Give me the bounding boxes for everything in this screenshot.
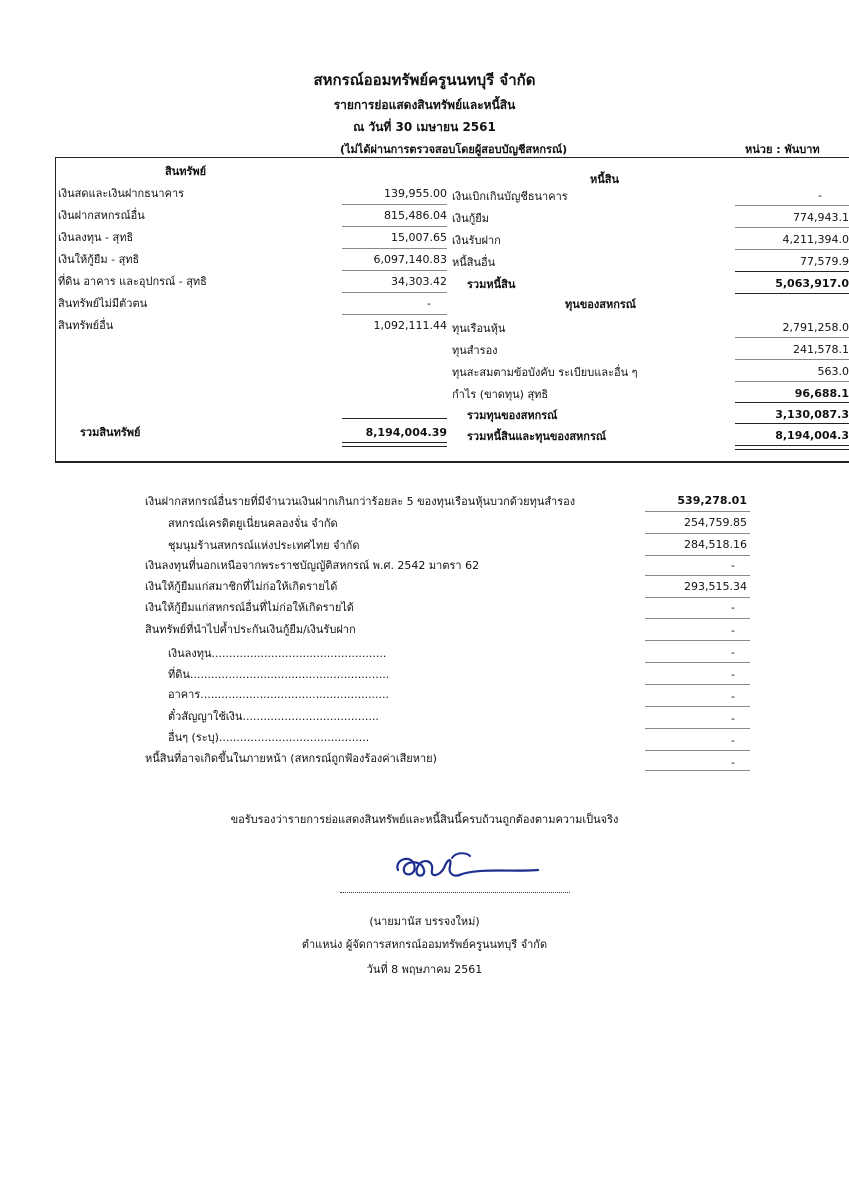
note-value: - [731, 624, 735, 637]
assets-heading: สินทรัพย์ [165, 165, 207, 178]
signer-position: ตำแหน่ง ผู้จัดการสหกรณ์ออมทรัพย์ครูนนทบุรี จำกัด [301, 938, 548, 951]
note-label: เงินลงทุน.................................................. [168, 647, 387, 660]
assets-total-label: รวมสินทรัพย์ [80, 426, 141, 439]
note-label: หนี้สินที่อาจเกิดขึ้นในภายหน้า (สหกรณ์ถูกฟ้องร้องค่าเสียหาย) [145, 752, 437, 765]
equity-value: 2,791,258.0 [782, 321, 849, 334]
equity-heading: ทุนของสหกรณ์ [565, 298, 637, 311]
note-value: - [731, 601, 735, 614]
note-label: ที่ดิน......................................................... [168, 668, 390, 681]
equity-total-value: 3,130,087.3 [775, 408, 849, 421]
note-value: - [731, 756, 735, 769]
signature-icon [392, 848, 542, 888]
asset-value: 1,092,111.44 [373, 319, 447, 332]
asset-value: 815,486.04 [384, 209, 447, 222]
asset-label: เงินลงทุน - สุทธิ [58, 231, 134, 244]
asset-label: เงินฝากสหกรณ์อื่น [58, 209, 145, 222]
report-title: รายการย่อแสดงสินทรัพย์และหนี้สิน [333, 98, 516, 112]
assets-total-value: 8,194,004.39 [365, 426, 447, 439]
note-value: - [731, 734, 735, 747]
liabilities-total-value: 5,063,917.0 [775, 277, 849, 290]
equity-label: ทุนสะสมตามข้อบังคับ ระเบียบและอื่น ๆ [452, 366, 638, 379]
asset-value: 139,955.00 [384, 187, 447, 200]
note-value: 284,518.16 [684, 538, 747, 551]
asset-value: 6,097,140.83 [373, 253, 447, 266]
asset-label: สินทรัพย์ไม่มีตัวตน [58, 297, 148, 310]
equity-value: 563.0 [817, 365, 849, 378]
note-label: อื่นๆ (ระบุ)........................................... [168, 731, 370, 744]
signer-name: (นายมานัส บรรจงใหม่) [369, 915, 480, 928]
asset-label: เงินสดและเงินฝากธนาคาร [58, 187, 185, 200]
audit-note: (ไม่ได้ผ่านการตรวจสอบโดยผู้สอบบัญชีสหกรณ์) [340, 143, 568, 156]
asset-label: สินทรัพย์อื่น [58, 319, 114, 332]
note-value: - [731, 646, 735, 659]
report-date: ณ วันที่ 30 เมษายน 2561 [353, 120, 496, 134]
note-value: - [731, 668, 735, 681]
liability-value: 77,579.9 [800, 255, 849, 268]
grand-total-label: รวมหนี้สินและทุนของสหกรณ์ [467, 430, 607, 443]
asset-value: - [427, 297, 431, 310]
liability-label: เงินเบิกเกินบัญชีธนาคาร [452, 190, 568, 203]
note-label: สินทรัพย์ที่นำไปค้ำประกันเงินกู้ยืม/เงินรับฝาก [145, 623, 356, 636]
equity-label: กำไร (ขาดทุน) สุทธิ [452, 388, 549, 401]
equity-total-label: รวมทุนของสหกรณ์ [467, 409, 558, 422]
equity-value: 96,688.1 [794, 387, 849, 400]
note-label: เงินลงทุนที่นอกเหนือจากพระราชบัญญัติสหกรณ์ พ.ศ. 2542 มาตรา 62 [145, 559, 480, 572]
equity-value: 241,578.1 [793, 343, 849, 356]
liability-value: - [818, 189, 822, 202]
certification-statement: ขอรับรองว่ารายการย่อแสดงสินทรัพย์และหนี้สินนี้ครบถ้วนถูกต้องตามความเป็นจริง [230, 813, 619, 826]
note-label: เงินฝากสหกรณ์อื่นรายที่มีจำนวนเงินฝากเกินกว่าร้อยละ 5 ของทุนเรือนหุ้นบวกด้วยทุนสำรอง [145, 495, 576, 508]
equity-label: ทุนเรือนหุ้น [452, 322, 506, 335]
liabilities-total-label: รวมหนี้สิน [467, 278, 516, 291]
note-value: - [731, 712, 735, 725]
note-value: 539,278.01 [677, 494, 747, 507]
asset-value: 34,303.42 [391, 275, 447, 288]
liability-value: 4,211,394.0 [782, 233, 849, 246]
liability-label: หนี้สินอื่น [452, 256, 496, 269]
asset-label: ที่ดิน อาคาร และอุปกรณ์ - สุทธิ [58, 275, 207, 288]
liability-label: เงินรับฝาก [452, 234, 501, 247]
liability-value: 774,943.1 [793, 211, 849, 224]
note-label: อาคาร...................................................... [168, 688, 390, 701]
signature-line [340, 892, 570, 893]
equity-label: ทุนสำรอง [452, 344, 498, 357]
note-value: 254,759.85 [684, 516, 747, 529]
note-label: เงินให้กู้ยืมแก่สมาชิกที่ไม่ก่อให้เกิดรายได้ [145, 580, 338, 593]
grand-total-value: 8,194,004.3 [775, 429, 849, 442]
asset-label: เงินให้กู้ยืม - สุทธิ [58, 253, 140, 266]
note-value: 293,515.34 [684, 580, 747, 593]
unit-label: หน่วย : พันบาท [745, 143, 820, 156]
note-label: ตั๋วสัญญาใช้เงิน....................................... [168, 710, 379, 723]
liabilities-heading: หนี้สิน [590, 173, 620, 186]
note-label: เงินให้กู้ยืมแก่สหกรณ์อื่นที่ไม่ก่อให้เกิดรายได้ [145, 601, 354, 614]
note-label: สหกรณ์เครดิตยูเนี่ยนคลองจั่น จำกัด [168, 517, 338, 530]
note-label: ชุมนุมร้านสหกรณ์แห่งประเทศไทย จำกัด [168, 539, 360, 552]
signed-date: วันที่ 8 พฤษภาคม 2561 [366, 963, 483, 976]
note-value: - [731, 690, 735, 703]
org-name: สหกรณ์ออมทรัพย์ครูนนทบุรี จำกัด [313, 71, 536, 89]
note-value: - [731, 559, 735, 572]
asset-value: 15,007.65 [391, 231, 447, 244]
liability-label: เงินกู้ยืม [452, 212, 490, 225]
